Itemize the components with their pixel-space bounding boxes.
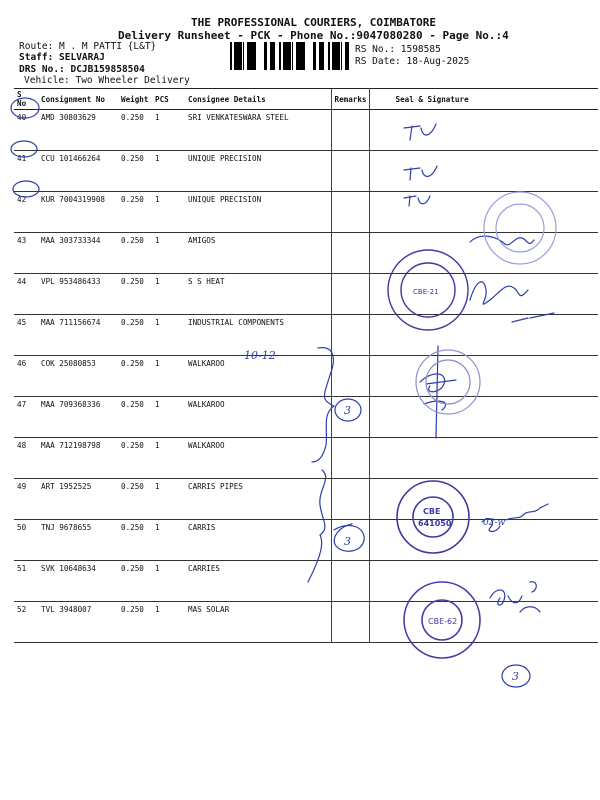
col-header-pcs: PCS: [152, 89, 185, 110]
barcode-bar: [241, 42, 242, 70]
barcode-bar: [337, 42, 339, 70]
row-remarks: [331, 397, 369, 438]
row-consignment-no: AMD 30803629: [38, 110, 118, 151]
row-consignment-no: MAA 712198798: [38, 438, 118, 479]
row-consignment-no: VPL 953486433: [38, 274, 118, 315]
row-weight: 0.250: [118, 602, 152, 643]
time-note-b: 02-w: [483, 518, 506, 528]
row-consignment-no: TVL 3948007: [38, 602, 118, 643]
rs-number: RS No.: 1598585: [355, 44, 441, 55]
row-consignee: INDUSTRIAL COMPONENTS: [185, 315, 331, 356]
drs-number: DRS No.: DCJB159858504: [19, 64, 145, 75]
row-weight: 0.250: [118, 192, 152, 233]
row-seal-signature: [369, 438, 598, 479]
row-weight: 0.250: [118, 274, 152, 315]
row-seal-signature: [369, 151, 598, 192]
row-sno: 52: [14, 602, 38, 643]
table-row: [14, 479, 598, 520]
row-consignment-no: MAA 709368336: [38, 397, 118, 438]
barcode-bar: [279, 42, 281, 70]
row-weight: 0.250: [118, 479, 152, 520]
barcode-bar: [286, 42, 288, 70]
col-header-consignment: Consignment No: [38, 89, 118, 110]
barcode-bar: [303, 42, 305, 70]
barcode-bar: [270, 42, 273, 70]
row-sno: 49: [14, 479, 38, 520]
col-header-weight: Weight: [118, 89, 152, 110]
time-note: 10-12: [244, 349, 276, 362]
row-consignment-no: MAA 303733344: [38, 233, 118, 274]
stamp-carris-center-top: CBE: [423, 507, 441, 516]
row-consignment-no: MAA 711156674: [38, 315, 118, 356]
row-remarks: [331, 561, 369, 602]
stamp-ss-heat-center: CBE-21: [413, 288, 439, 296]
barcode-bar: [239, 42, 241, 70]
barcode-bar: [290, 42, 291, 70]
barcode-bar: [339, 42, 340, 70]
barcode-bar: [237, 42, 239, 70]
row-weight: 0.250: [118, 438, 152, 479]
row-remarks: [331, 192, 369, 233]
col-header-sno: S No: [14, 89, 38, 110]
row-remarks: [331, 438, 369, 479]
row-pcs: 1: [152, 274, 185, 315]
row-remarks: [331, 110, 369, 151]
table-row: [14, 602, 598, 643]
row-weight: 0.250: [118, 315, 152, 356]
row-pcs: 1: [152, 520, 185, 561]
row-sno: 50: [14, 520, 38, 561]
table-row: [14, 274, 598, 315]
row-consignee: CARRIS: [185, 520, 331, 561]
table-row: [14, 356, 598, 397]
row-remarks: [331, 356, 369, 397]
runsheet-table: [14, 88, 598, 643]
barcode-bar: [243, 42, 244, 70]
row-consignee: AMIGOS: [185, 233, 331, 274]
row-sno: 43: [14, 233, 38, 274]
count-circle-page: [502, 665, 530, 687]
barcode-bar: [322, 42, 324, 70]
row-pcs: 1: [152, 192, 185, 233]
row-remarks: [331, 315, 369, 356]
barcode-bar: [251, 42, 254, 70]
row-pcs: 1: [152, 233, 185, 274]
row-sno: 48: [14, 438, 38, 479]
row-weight: 0.250: [118, 151, 152, 192]
barcode-bar: [249, 42, 251, 70]
row-consignee: CARRIS PIPES: [185, 479, 331, 520]
table-header-row: [14, 89, 598, 110]
row-pcs: 1: [152, 438, 185, 479]
row-pcs: 1: [152, 315, 185, 356]
row-seal-signature: [369, 274, 598, 315]
row-weight: 0.250: [118, 356, 152, 397]
table-row: [14, 438, 598, 479]
barcode-bar: [234, 42, 237, 70]
row-consignee: MAS SOLAR: [185, 602, 331, 643]
row-remarks: [331, 520, 369, 561]
row-seal-signature: [369, 315, 598, 356]
table-row: [14, 397, 598, 438]
row-sno: 42: [14, 192, 38, 233]
count-note-b: 3: [344, 535, 351, 548]
runsheet-title: Delivery Runsheet - PCK - Phone No.:9047080280 - Page No.:4: [118, 29, 509, 42]
barcode-bar: [292, 42, 293, 70]
row-consignment-no: ART 1952525: [38, 479, 118, 520]
row-consignment-no: TNJ 9678655: [38, 520, 118, 561]
row-weight: 0.250: [118, 520, 152, 561]
barcode-bar: [332, 42, 335, 70]
row-sno: 46: [14, 356, 38, 397]
barcode-bar: [328, 42, 330, 70]
row-sno: 41: [14, 151, 38, 192]
row-sno: 45: [14, 315, 38, 356]
table-row: [14, 561, 598, 602]
row-seal-signature: [369, 233, 598, 274]
barcode-bar: [254, 42, 256, 70]
barcode-bar: [347, 42, 349, 70]
barcode-bar: [264, 42, 267, 70]
barcode-bar: [273, 42, 275, 70]
table-row: [14, 233, 598, 274]
barcode-bar: [230, 42, 232, 70]
row-consignee: SRI VENKATESWARA STEEL: [185, 110, 331, 151]
barcode-bar: [313, 42, 316, 70]
col-header-seal: Seal & Signature: [369, 89, 598, 110]
stamp-carris-center-bottom: 641050: [418, 519, 452, 528]
row-remarks: [331, 479, 369, 520]
route-text: Route: M . M PATTI {L&T}: [19, 41, 157, 52]
row-pcs: 1: [152, 110, 185, 151]
barcode: [228, 42, 350, 72]
row-pcs: 1: [152, 602, 185, 643]
row-weight: 0.250: [118, 233, 152, 274]
row-sno: 47: [14, 397, 38, 438]
row-seal-signature: [369, 397, 598, 438]
row-pcs: 1: [152, 356, 185, 397]
row-seal-signature: [369, 602, 598, 643]
row-seal-signature: [369, 110, 598, 151]
row-remarks: [331, 151, 369, 192]
row-remarks: [331, 274, 369, 315]
count-note-page: 3: [512, 670, 519, 683]
row-remarks: [331, 233, 369, 274]
barcode-bar: [288, 42, 290, 70]
row-weight: 0.250: [118, 397, 152, 438]
row-seal-signature: [369, 520, 598, 561]
table-row: [14, 110, 598, 151]
barcode-bar: [345, 42, 347, 70]
row-pcs: 1: [152, 151, 185, 192]
barcode-bar: [283, 42, 286, 70]
row-consignee: WALKAROO: [185, 356, 331, 397]
row-seal-signature: [369, 356, 598, 397]
row-sno: 51: [14, 561, 38, 602]
staff-text: Staff: SELVARAJ: [19, 52, 105, 63]
count-note-a: 3: [344, 404, 351, 417]
row-consignee: CARRIES: [185, 561, 331, 602]
barcode-bar: [341, 42, 342, 70]
row-consignment-no: COK 25080853: [38, 356, 118, 397]
row-pcs: 1: [152, 479, 185, 520]
vehicle-text: Vehicle: Two Wheeler Delivery: [24, 75, 190, 86]
barcode-bar: [296, 42, 298, 70]
barcode-bar: [335, 42, 337, 70]
barcode-bar: [247, 42, 249, 70]
row-sno: 44: [14, 274, 38, 315]
stamp-mas-solar-center: CBE-62: [428, 617, 458, 626]
barcode-bar: [319, 42, 322, 70]
col-header-remarks: Remarks: [331, 89, 369, 110]
row-consignee: WALKAROO: [185, 397, 331, 438]
row-consignee: S S HEAT: [185, 274, 331, 315]
barcode-bar: [298, 42, 300, 70]
row-weight: 0.250: [118, 110, 152, 151]
table-row: [14, 520, 598, 561]
table-row: [14, 192, 598, 233]
row-seal-signature: [369, 561, 598, 602]
company-title: THE PROFESSIONAL COURIERS, COIMBATORE: [191, 16, 437, 29]
row-seal-signature: [369, 479, 598, 520]
row-consignment-no: KUR 7004319908: [38, 192, 118, 233]
row-pcs: 1: [152, 561, 185, 602]
row-pcs: 1: [152, 397, 185, 438]
row-seal-signature: [369, 192, 598, 233]
col-header-consignee: Consignee Details: [185, 89, 331, 110]
row-remarks: [331, 602, 369, 643]
row-weight: 0.250: [118, 561, 152, 602]
row-consignee: WALKAROO: [185, 438, 331, 479]
barcode-bar: [300, 42, 303, 70]
rs-date: RS Date: 18-Aug-2025: [355, 56, 470, 67]
table-row: [14, 151, 598, 192]
row-sno: 40: [14, 110, 38, 151]
table-row: [14, 315, 598, 356]
row-consignee: UNIQUE PRECISION: [185, 151, 331, 192]
row-consignment-no: CCU 101466264: [38, 151, 118, 192]
row-consignment-no: SVK 10648634: [38, 561, 118, 602]
row-consignee: UNIQUE PRECISION: [185, 192, 331, 233]
